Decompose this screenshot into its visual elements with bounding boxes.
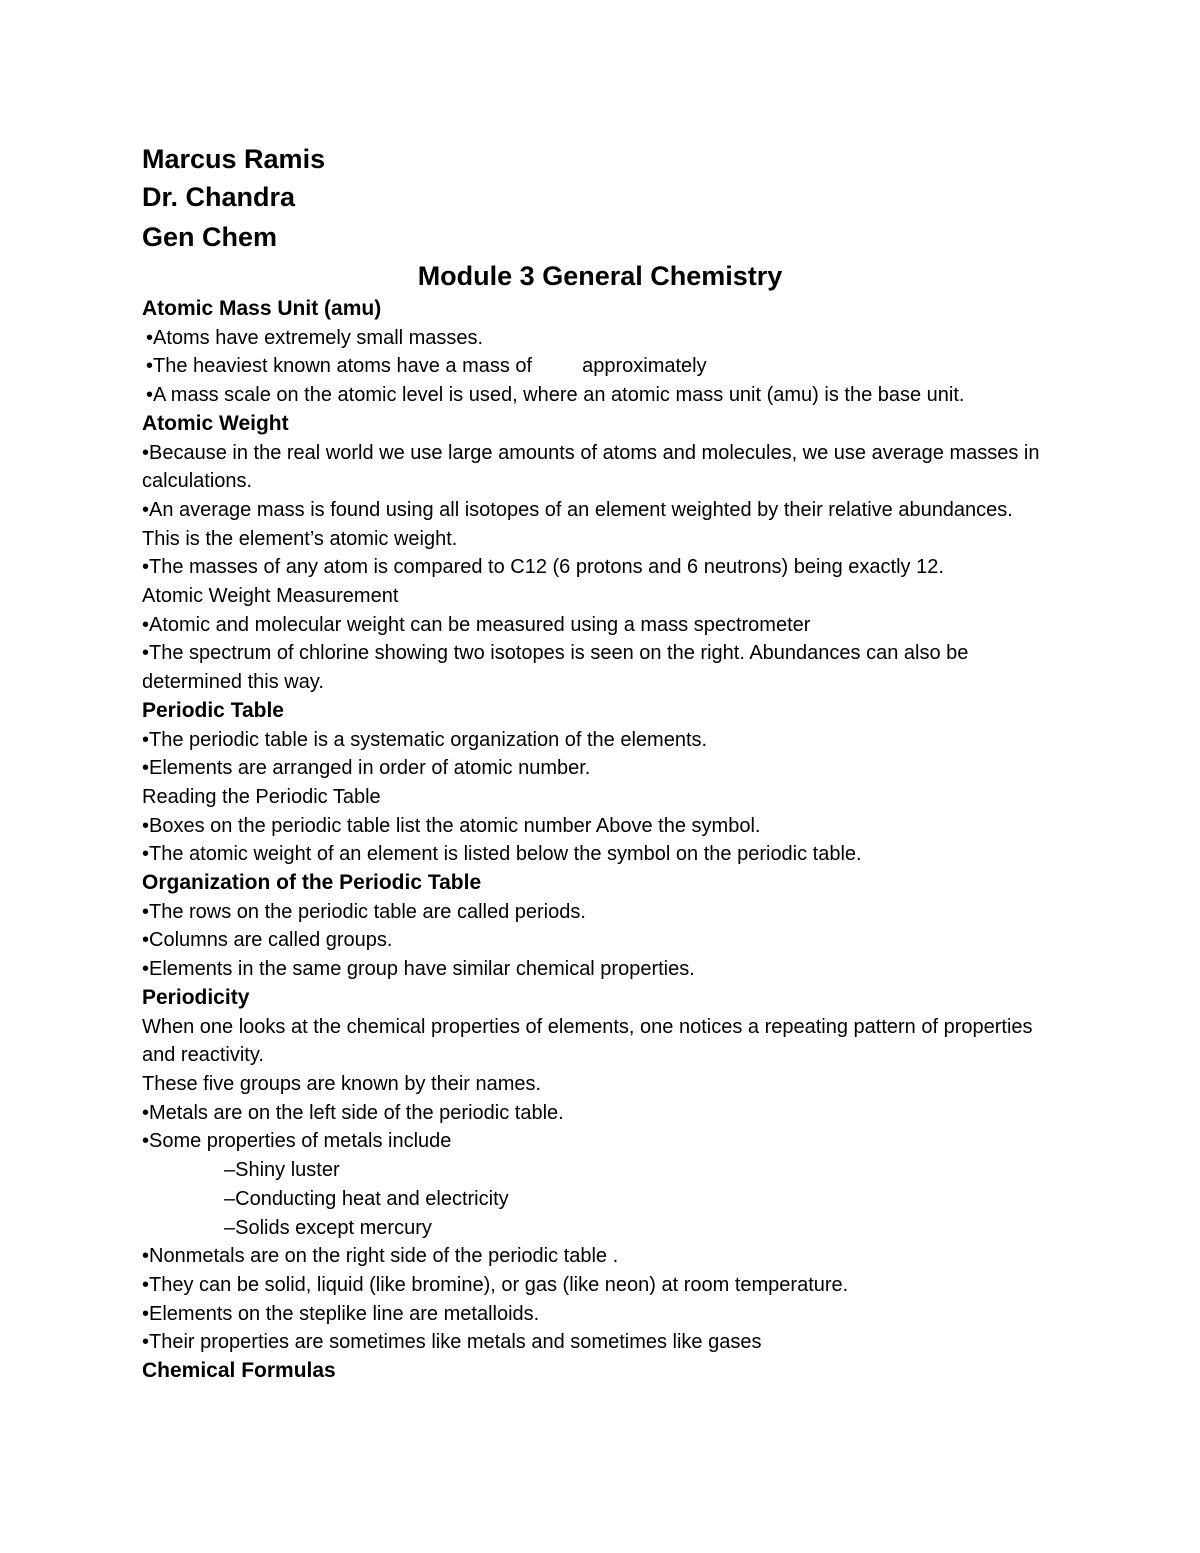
document-title: Module 3 General Chemistry xyxy=(417,261,783,291)
bullet-item: •A mass scale on the atomic level is used, where an atomic mass unit (amu) is the base unit. xyxy=(146,384,965,407)
bullet-item: •Elements are arranged in order of atomic number. xyxy=(142,757,591,780)
bullet-item: •Metals are on the left side of the periodic table. xyxy=(142,1101,564,1124)
bullet-item: •Boxes on the periodic table list the atomic number Above the symbol. xyxy=(142,814,761,837)
section-heading-atomic-weight: Atomic Weight xyxy=(142,411,289,435)
bullet-item: •Atoms have extremely small masses. xyxy=(146,326,484,349)
document-body xyxy=(142,295,1042,1386)
bullet-text: •The heaviest known atoms have a mass of xyxy=(146,355,533,378)
sub-bullet-item: –Solids except mercury xyxy=(224,1216,432,1239)
section-heading-periodicity: Periodicity xyxy=(142,985,250,1009)
bullet-item: •They can be solid, liquid (like bromine), or gas (like neon) at room temperature. xyxy=(142,1273,849,1296)
bullet-item: •The spectrum of chlorine showing two isotopes is seen on the right. Abundances can also be determined this way. xyxy=(142,642,969,694)
section-heading-amu: Atomic Mass Unit (amu) xyxy=(142,297,382,320)
paragraph: These five groups are known by their names. xyxy=(142,1072,542,1095)
course-name: Gen Chem xyxy=(142,222,278,252)
bullet-item: •The rows on the periodic table are called periods. xyxy=(142,900,586,923)
bullet-text: approximately xyxy=(582,355,707,378)
bullet-item: •Because in the real world we use large amounts of atoms and molecules, we use average masses in calculations. xyxy=(142,441,1040,493)
bullet-item: •Nonmetals are on the right side of the periodic table . xyxy=(142,1245,619,1268)
section-heading-periodic-table: Periodic Table xyxy=(142,698,284,722)
bullet-item: •An average mass is found using all isotopes of an element weighted by their relative abundances. This is the element’s atomic weight. xyxy=(142,498,1013,550)
bullet-item: •Columns are called groups. xyxy=(142,929,393,952)
sub-bullet-item: –Shiny luster xyxy=(224,1159,340,1182)
section-heading-chemical-formulas: Chemical Formulas xyxy=(142,1359,336,1383)
sub-bullet-item: –Conducting heat and electricity xyxy=(224,1187,509,1210)
bullet-item: •The periodic table is a systematic organization of the elements. xyxy=(142,728,708,751)
bullet-item: •The masses of any atom is compared to C12 (6 protons and 6 neutrons) being exactly 12. xyxy=(142,556,944,579)
paragraph: When one looks at the chemical properties of elements, one notices a repeating pattern of properties and reactivity. xyxy=(142,1015,1033,1067)
subheading: Reading the Periodic Table xyxy=(142,785,381,808)
bullet-item: •Elements in the same group have similar chemical properties. xyxy=(142,958,695,981)
bullet-item: •Some properties of metals include xyxy=(142,1130,452,1153)
bullet-item xyxy=(142,352,1042,381)
section-heading-organization: Organization of the Periodic Table xyxy=(142,871,482,895)
bullet-item: •Their properties are sometimes like metals and sometimes like gases xyxy=(142,1331,762,1354)
student-name: Marcus Ramis xyxy=(142,144,326,174)
bullet-item: •The atomic weight of an element is listed below the symbol on the periodic table. xyxy=(142,843,862,866)
subheading: Atomic Weight Measurement xyxy=(142,585,399,608)
bullet-item: •Atomic and molecular weight can be measured using a mass spectrometer xyxy=(142,613,811,636)
instructor-name: Dr. Chandra xyxy=(142,182,296,212)
bullet-item: •Elements on the steplike line are metalloids. xyxy=(142,1302,540,1325)
